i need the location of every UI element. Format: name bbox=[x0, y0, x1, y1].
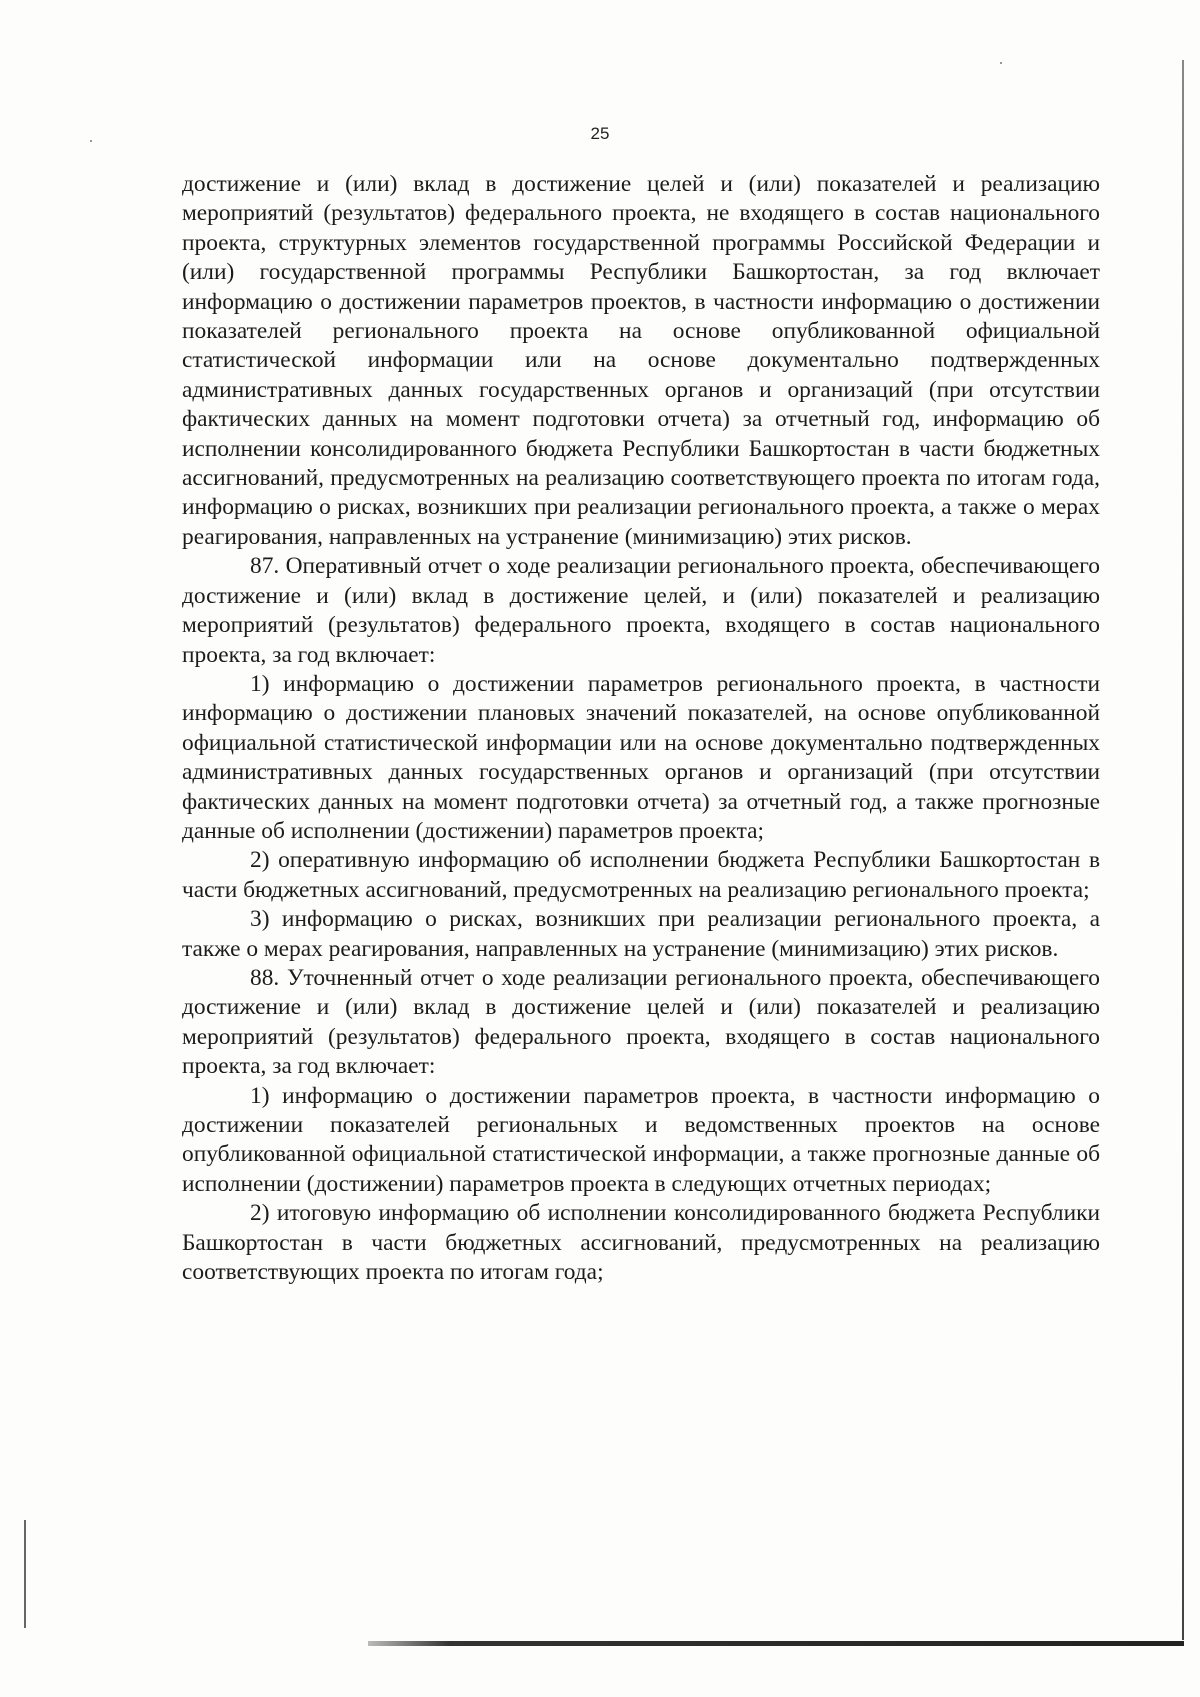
scan-edge-bottom bbox=[368, 1641, 1184, 1646]
scan-edge-left bbox=[24, 1520, 26, 1628]
list-item-88-2: 2) итоговую информацию об исполнении консолидированного бюджета Республики Башкортостан в части бюджетных ассигнований, предусмотренных на реализацию соответствующих проекта по итогам года; bbox=[182, 1200, 1100, 1286]
scan-speck bbox=[1000, 62, 1002, 64]
paragraph-88: 88. Уточненный отчет о ходе реализации регионального проекта, обеспечивающего достижение и (или) вклад в достижение целей и (или) показателей и реализацию мероприятий (результатов) федерального проекта, входящего в состав национального проекта, за год включает: bbox=[182, 964, 1100, 1080]
paragraph: достижение и (или) вклад в достижение целей и (или) показателей и реализацию мероприятий (результатов) федерального проекта, не входящего в состав национального проекта, структурных элементов государственной программы Российской Федерации и (или) государственной программы Республики Башкортостан, за год включает информацию о достижении параметров проектов, в частности информацию о достижении показателей регионального проекта на основе опубликованной официальной статистической информации или на основе документально подтвержденных административных данных государственных органов и организаций (при отсутствии фактических данных на момент подготовки отчета) за отчетный год, информацию об исполнении консолидированного бюджета Республики Башкортостан в части бюджетных ассигнований, предусмотренных на реализацию соответствующего проекта по итогам года, информацию о рисках, возникших при реализации регионального проекта, а также о мерах реагирования, направленных на устранение (минимизацию) этих рисков. bbox=[182, 171, 1100, 550]
list-item-87-2: 2) оперативную информацию об исполнении бюджета Республики Башкортостан в части бюджетных ассигнований, предусмотренных на реализацию регионального проекта; bbox=[182, 847, 1100, 903]
scan-edge-right bbox=[1182, 60, 1184, 1640]
page-number: 25 bbox=[590, 124, 610, 143]
list-item-87-3: 3) информацию о рисках, возникших при реализации регионального проекта, а также о мерах реагирования, направленных на устранение (минимизацию) этих рисков. bbox=[182, 906, 1100, 962]
paragraph-87: 87. Оперативный отчет о ходе реализации регионального проекта, обеспечивающего достижение и (или) вклад в достижение целей, и (или) показателей и реализацию мероприятий (результатов) федерального проекта, входящего в состав национального проекта, за год включает: bbox=[182, 553, 1100, 668]
document-body bbox=[182, 170, 1100, 1287]
list-item-87-1: 1) информацию о достижении параметров регионального проекта, в частности информацию о достижении плановых значений показателей, на основе опубликованной официальной статистической информации или на основе документально подтвержденных административных данных государственных органов и организаций (при отсутствии фактических данных на момент подготовки отчета) за отчетный год, а также прогнозные данные об исполнении (достижении) параметров проекта; bbox=[182, 670, 1100, 844]
list-item-88-1: 1) информацию о достижении параметров проекта, в частности информацию о достижении показателей региональных и ведомственных проектов на основе опубликованной официальной статистической информации, а также прогнозные данные об исполнении (достижении) параметров проекта в следующих отчетных периодах; bbox=[182, 1082, 1100, 1197]
